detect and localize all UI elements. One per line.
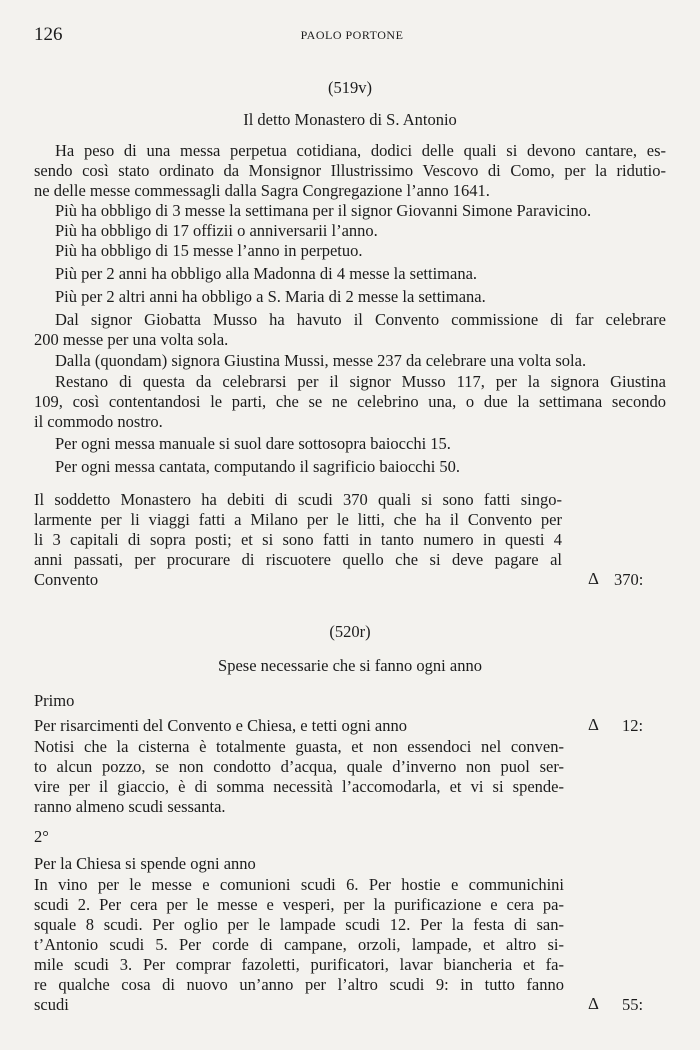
paragraph-line: Dalla (quondam) signora Giustina Mussi, messe 237 da celebrare una volta sola. [55,351,587,370]
expense-line: In vino per le messe e comunioni scudi 6. Per hostie e communichini [34,875,564,894]
paragraph-line: 109, così contentandosi le parti, che se ne celebrino una, o due la settimana secondo [34,392,666,411]
folio-ref-520r: (520r) [329,622,371,641]
paragraph-line: ne delle messe commessagli dalla Sagra Congregazione l’anno 1641. [34,181,490,200]
debt-line: Convento [34,570,99,589]
obligation-item: Più ha obbligo di 17 offizii o anniversarii l’anno. [55,221,378,240]
subheading-chiesa: Per la Chiesa si spende ogni anno [34,854,256,873]
section-title-spese: Spese necessarie che si fanno ogni anno [218,656,482,675]
debt-line: li 3 capitali di sopra posti; et si sono fatti in tanto numero in questi 4 [34,530,562,549]
expense-line: scudi 2. Per cera per le messe e vesperi, per la purificazione e cera pa- [34,895,564,914]
amount-debt: 370: [614,570,644,589]
currency-symbol-icon: Δ [588,715,599,734]
paragraph-line: Restano di questa da celebrarsi per il signor Musso 117, per la signora Giustina [55,372,666,391]
expense-line: squale 8 scudi. Per oglio per le lampade scudi 12. Per la festa di san- [34,915,564,934]
currency-symbol-icon: Δ [588,569,599,588]
page-header [34,24,670,48]
amount-chiesa: 55: [622,995,644,1014]
obligation-item: Più per 2 altri anni ha obbligo a S. Maria di 2 messe la settimana. [55,287,486,306]
expense-line: t’Antonio scudi 5. Per corde di campane, orzoli, lampade, et altro si- [34,935,564,954]
obligation-item: Più ha obbligo di 15 messe l’anno in perpetuo. [55,241,363,260]
note-line: ranno almeno scudi sessanta. [34,797,226,816]
paragraph-line: Ha peso di una messa perpetua cotidiana, dodici delle quali si devono cantare, es- [55,141,666,160]
paragraph-line: Per ogni messa cantata, computando il sagrificio baiocchi 50. [55,457,461,476]
paragraph-line: Per ogni messa manuale si suol dare sottosopra baiocchi 15. [55,434,451,453]
folio-ref-519v: (519v) [328,78,372,97]
paragraph-line: sendo così stato ordinato da Monsignor Illustrissimo Vescovo di Como, per la ridutio- [34,161,666,180]
paragraph-line: Dal signor Giobatta Musso ha havuto il Convento commissione di far celebrare [55,310,666,329]
debt-line: anni passati, per procurare di riscuotere quello che si deve pagare al [34,550,562,569]
currency-symbol-icon: Δ [588,994,599,1013]
subheading-secondo: 2° [34,827,49,846]
section-title-monastero: Il detto Monastero di S. Antonio [243,110,457,129]
paragraph-line: il commodo nostro. [34,412,163,431]
page-number: 126 [34,24,63,45]
debt-line: larmente per li viaggi fatti a Milano per le litti, che ha il Convento per [34,510,562,529]
expense-line: re qualche cosa di nuovo un’anno per l’altro scudi 9: in tutto fanno [34,975,564,994]
obligation-item: Più ha obbligo di 3 messe la settimana per il signor Giovanni Simone Paravicino. [55,201,592,220]
note-line: to alcun pozzo, se non condotto d’acqua, quale d’inverno non puol ser- [34,757,564,776]
paragraph-line: 200 messe per una volta sola. [34,330,229,349]
expense-line: mile scudi 3. Per comprar fazoletti, purificatori, lavar biancheria et fa- [34,955,564,974]
debt-line: Il soddetto Monastero ha debiti di scudi 370 quali si sono fatti singo- [34,490,562,509]
expense-line: Per risarcimenti del Convento e Chiesa, e tetti ogni anno [34,716,407,735]
note-line: vire per il giaccio, è di somma necessità l’accomodarla, et vi si spende- [34,777,564,796]
subheading-primo: Primo [34,691,75,710]
obligation-item: Più per 2 anni ha obbligo alla Madonna di 4 messe la settimana. [55,264,478,283]
amount-risarcimenti: 12: [622,716,644,735]
expense-line: scudi [34,995,69,1014]
note-line: Notisi che la cisterna è totalmente guasta, et non essendoci nel conven- [34,737,564,756]
running-head: PAOLO PORTONE [300,28,404,42]
